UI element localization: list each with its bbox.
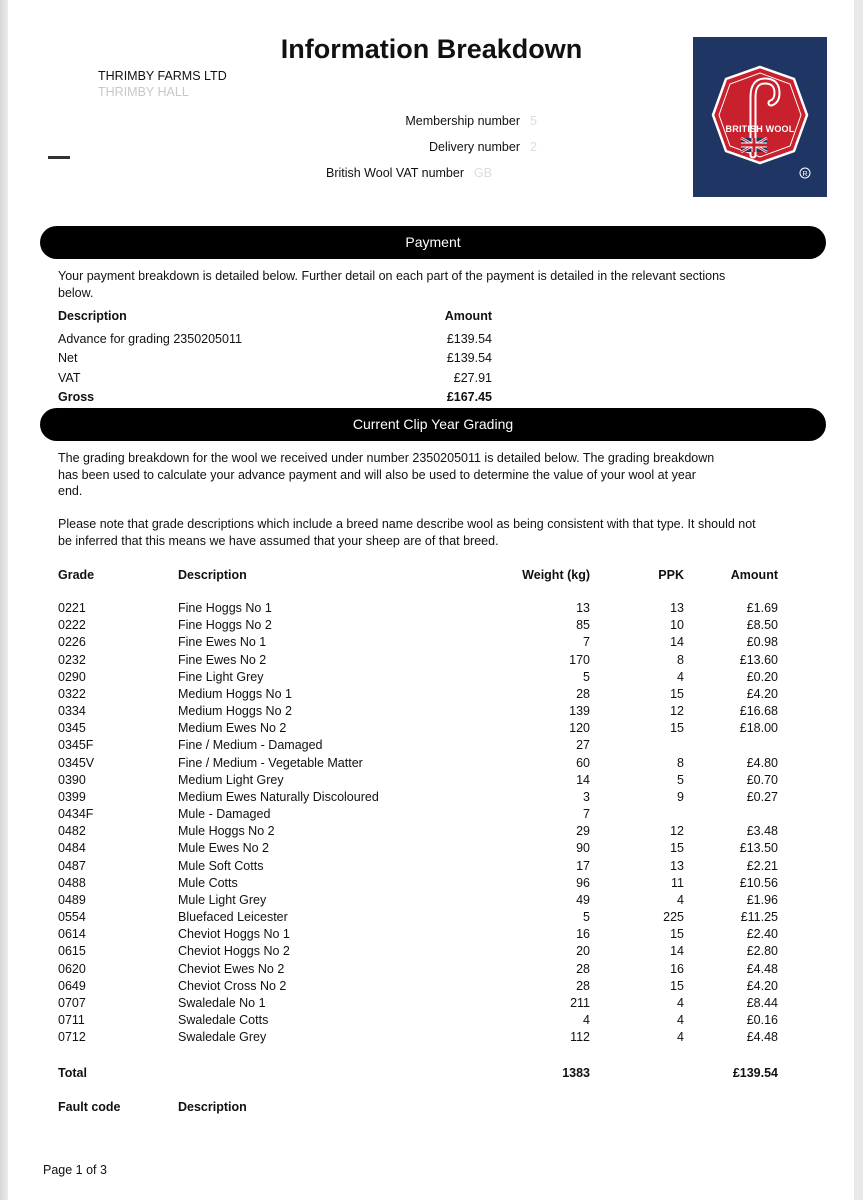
grade-code: 0707 xyxy=(58,995,86,1010)
grade-description: Medium Hoggs No 1 xyxy=(178,686,292,701)
grade-code: 0487 xyxy=(58,858,86,873)
grade-description: Mule Soft Cotts xyxy=(178,858,264,873)
grade-ppk: 4 xyxy=(677,669,684,684)
payment-row-description: VAT xyxy=(58,370,81,385)
grade-weight: 16 xyxy=(576,927,590,942)
page-number: Page 1 of 3 xyxy=(43,1163,107,1177)
grade-description: Cheviot Hoggs No 2 xyxy=(178,944,290,959)
grade-code: 0322 xyxy=(58,686,86,701)
company-address-line: THRIMBY HALL xyxy=(98,85,189,99)
grade-weight: 3 xyxy=(583,789,590,804)
grade-ppk: 5 xyxy=(677,772,684,787)
ppk-column-header: PPK xyxy=(658,568,684,582)
grade-weight: 17 xyxy=(576,858,590,873)
grade-weight: 28 xyxy=(576,961,590,976)
grade-weight: 28 xyxy=(576,686,590,701)
grade-code: 0484 xyxy=(58,841,86,856)
company-address xyxy=(98,68,227,100)
grade-description: Fine / Medium - Vegetable Matter xyxy=(178,755,363,770)
grade-description: Swaledale Cotts xyxy=(178,1013,269,1028)
grade-ppk: 8 xyxy=(677,652,684,667)
grade-weight: 5 xyxy=(583,669,590,684)
grade-code: 0711 xyxy=(58,1013,85,1028)
payment-row-description: Gross xyxy=(58,389,95,404)
grade-code: 0649 xyxy=(58,978,86,993)
grade-description: Mule Light Grey xyxy=(178,892,267,907)
grade-amount: £8.44 xyxy=(746,995,778,1010)
grade-ppk: 10 xyxy=(670,618,684,633)
grade-weight: 14 xyxy=(576,772,590,787)
grade-description: Swaledale Grey xyxy=(178,1030,267,1045)
grade-ppk: 14 xyxy=(670,944,684,959)
grade-amount: £1.69 xyxy=(746,601,778,615)
grade-ppk: 15 xyxy=(670,686,684,701)
grade-ppk: 4 xyxy=(677,995,684,1010)
grade-code: 0712 xyxy=(58,1030,86,1045)
fault-code-header: Fault code xyxy=(58,1100,121,1114)
grade-ppk: 13 xyxy=(670,858,684,873)
payment-amount-header: Amount xyxy=(444,309,492,323)
grade-weight: 49 xyxy=(576,892,590,907)
grade-amount: £0.27 xyxy=(746,789,778,804)
grade-code: 0221 xyxy=(58,601,86,615)
grading-intro: The grading breakdown for the wool we received under number 2350205011 is detailed below. The grading breakdown has been used to calculate your advance payment and will also be used to determine the value of your wool at year end. xyxy=(58,451,715,498)
total-weight: 1383 xyxy=(562,1066,590,1080)
vat-number-label: British Wool VAT number xyxy=(325,166,464,180)
grade-code: 0345V xyxy=(58,755,95,770)
grade-code: 0334 xyxy=(58,704,86,719)
grade-ppk: 8 xyxy=(677,755,684,770)
grade-description: Cheviot Hoggs No 1 xyxy=(178,927,290,942)
grade-amount: £2.80 xyxy=(746,944,778,959)
grade-amount: £13.50 xyxy=(739,841,778,856)
grade-amount: £0.70 xyxy=(746,772,778,787)
grade-description: Medium Ewes Naturally Discoloured xyxy=(178,789,379,804)
grade-ppk: 11 xyxy=(671,875,684,890)
grade-weight: 13 xyxy=(576,601,590,615)
grade-code: 0345F xyxy=(58,738,94,753)
grade-weight: 60 xyxy=(576,755,590,770)
payment-row-amount: £139.54 xyxy=(446,332,492,346)
payment-row-description: Advance for grading 2350205011 xyxy=(58,332,242,346)
grading-note: Please note that grade descriptions which include a breed name describe wool as being consistent with that type. It should not be inferred that this means we have assumed that your sheep are of that breed. xyxy=(58,517,756,548)
grade-amount: £4.80 xyxy=(746,755,778,770)
grade-weight: 20 xyxy=(576,944,590,959)
grade-weight: 4 xyxy=(583,1013,590,1028)
grade-weight: 28 xyxy=(576,978,590,993)
payment-section-header: Payment xyxy=(40,226,826,259)
grade-description: Mule - Damaged xyxy=(178,807,271,822)
grade-amount: £10.56 xyxy=(739,875,778,890)
grade-amount: £0.20 xyxy=(746,669,778,684)
delivery-number-value: 2 xyxy=(530,140,537,154)
delivery-number-label: Delivery number xyxy=(428,140,520,154)
grade-amount: £2.21 xyxy=(746,858,778,873)
grade-ppk: 12 xyxy=(670,824,684,839)
weight-column-header: Weight (kg) xyxy=(522,568,590,582)
grade-ppk: 15 xyxy=(670,927,684,942)
redaction-mark xyxy=(48,156,70,159)
grade-weight: 112 xyxy=(570,1030,590,1045)
grade-ppk: 14 xyxy=(670,635,684,650)
grade-ppk: 16 xyxy=(670,961,684,976)
grade-weight: 7 xyxy=(583,635,590,650)
grade-description: Fine Hoggs No 1 xyxy=(178,601,272,615)
page-edge xyxy=(0,0,8,1200)
grade-description: Medium Light Grey xyxy=(178,772,284,787)
grade-amount: £4.48 xyxy=(746,961,778,976)
grade-description: Fine Light Grey xyxy=(178,669,264,684)
grade-description: Medium Ewes No 2 xyxy=(178,721,287,736)
company-name: THRIMBY FARMS LTD xyxy=(98,69,227,83)
grade-weight: 120 xyxy=(569,721,590,736)
grade-description: Fine Hoggs No 2 xyxy=(178,618,272,633)
grade-description: Mule Ewes No 2 xyxy=(178,841,270,856)
grade-column-header: Grade xyxy=(58,568,95,582)
grade-description: Cheviot Cross No 2 xyxy=(178,978,287,993)
document-page xyxy=(8,0,854,1200)
grade-weight: 85 xyxy=(576,618,590,633)
grade-ppk: 4 xyxy=(677,892,684,907)
grade-amount: £0.98 xyxy=(746,635,778,650)
grade-description: Swaledale No 1 xyxy=(178,995,266,1010)
grade-code: 0482 xyxy=(58,824,86,839)
grade-amount: £1.96 xyxy=(746,892,778,907)
payment-row-amount: £167.45 xyxy=(446,389,492,404)
payment-row-amount: £139.54 xyxy=(446,351,492,366)
grade-weight: 27 xyxy=(576,738,590,753)
grade-code: 0290 xyxy=(58,669,86,684)
grade-code: 0620 xyxy=(58,961,86,976)
grade-code: 0614 xyxy=(58,927,86,942)
total-label: Total xyxy=(58,1066,87,1080)
grade-code: 0489 xyxy=(58,892,86,907)
grade-ppk: 4 xyxy=(677,1013,684,1028)
grade-amount: £4.20 xyxy=(746,978,778,993)
grade-amount: £13.60 xyxy=(739,652,778,667)
grade-description: Medium Hoggs No 2 xyxy=(178,704,292,719)
british-wool-logo xyxy=(693,37,827,197)
amount-column-header: Amount xyxy=(730,568,778,582)
grade-code: 0232 xyxy=(58,652,86,667)
grade-ppk: 4 xyxy=(677,1030,684,1045)
grade-description: Fine Ewes No 2 xyxy=(178,652,267,667)
grade-weight: 139 xyxy=(569,704,590,719)
grade-amount: £8.50 xyxy=(746,618,778,633)
grade-weight: 96 xyxy=(576,875,590,890)
grade-ppk: 15 xyxy=(670,841,684,856)
grade-amount: £11.25 xyxy=(740,910,778,925)
grade-weight: 211 xyxy=(570,995,590,1010)
payment-intro: Your payment breakdown is detailed below. Further detail on each part of the payment is detailed in the relevant sections below. xyxy=(58,269,726,300)
grade-code: 0434F xyxy=(58,807,94,822)
payment-row-description: Net xyxy=(58,351,78,366)
grade-ppk: 12 xyxy=(670,704,684,719)
grade-code: 0390 xyxy=(58,772,86,787)
grade-amount: £4.48 xyxy=(746,1030,778,1045)
grading-section-header: Current Clip Year Grading xyxy=(40,408,826,441)
grade-description: Mule Hoggs No 2 xyxy=(178,824,275,839)
grade-code: 0222 xyxy=(58,618,86,633)
vat-number-value: GB xyxy=(474,166,493,180)
grade-amount: £4.20 xyxy=(746,686,778,701)
grade-amount: £0.16 xyxy=(746,1013,778,1028)
membership-details xyxy=(308,108,544,186)
grade-description: Fine Ewes No 1 xyxy=(178,635,267,650)
fault-description-header: Description xyxy=(178,1100,247,1114)
grade-amount: £16.68 xyxy=(739,704,778,719)
membership-number-label: Membership number xyxy=(405,114,520,128)
grade-weight: 29 xyxy=(576,824,590,839)
grade-code: 0399 xyxy=(58,789,86,804)
grade-code: 0488 xyxy=(58,875,86,890)
grade-ppk: 9 xyxy=(677,789,684,804)
grade-weight: 170 xyxy=(569,652,590,667)
grade-ppk: 13 xyxy=(670,601,684,615)
grade-weight: 90 xyxy=(576,841,590,856)
logo-text: BRITISH WOOL xyxy=(725,124,795,134)
svg-text:R: R xyxy=(802,171,808,178)
payment-row-amount: £27.91 xyxy=(453,370,492,385)
grade-code: 0345 xyxy=(58,721,86,736)
payment-description-header: Description xyxy=(58,309,127,323)
grade-amount: £3.48 xyxy=(746,824,778,839)
total-amount: £139.54 xyxy=(732,1066,778,1080)
grade-ppk: 225 xyxy=(663,910,684,925)
grade-ppk: 15 xyxy=(670,721,684,736)
page-title: Information Breakdown xyxy=(280,34,583,64)
grade-ppk: 15 xyxy=(670,978,684,993)
grade-weight: 5 xyxy=(583,910,590,925)
grade-description: Cheviot Ewes No 2 xyxy=(178,961,285,976)
description-column-header: Description xyxy=(178,568,247,582)
grade-code: 0226 xyxy=(58,635,86,650)
grade-code: 0615 xyxy=(58,944,86,959)
grade-amount: £2.40 xyxy=(746,927,778,942)
membership-number-value: 5 xyxy=(530,114,537,128)
grade-description: Bluefaced Leicester xyxy=(178,910,288,925)
grade-weight: 7 xyxy=(583,807,590,822)
grade-amount: £18.00 xyxy=(739,721,778,736)
grade-description: Mule Cotts xyxy=(178,875,238,890)
grade-description: Fine / Medium - Damaged xyxy=(178,738,323,753)
grade-code: 0554 xyxy=(58,910,86,925)
